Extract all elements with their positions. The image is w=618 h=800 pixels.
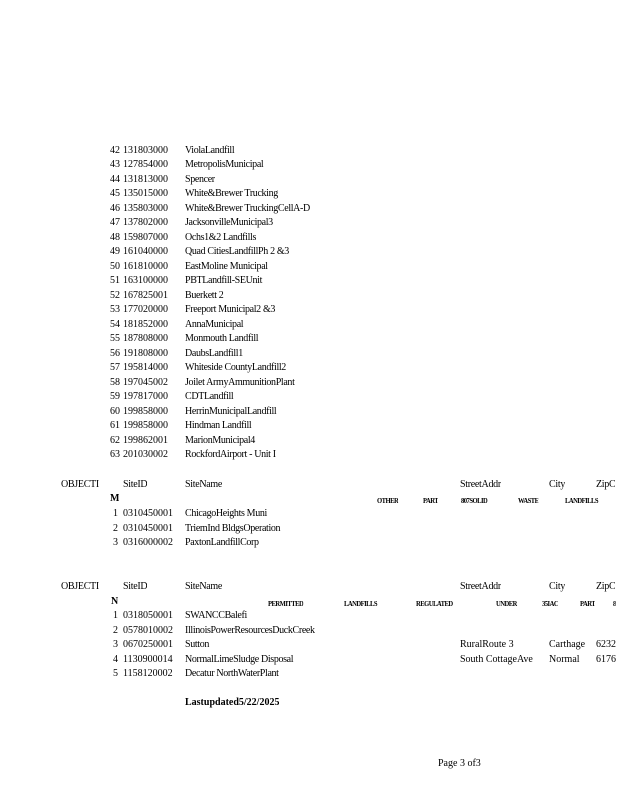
row-street-addr: RuralRoute 3 xyxy=(460,639,514,650)
row-site-name: IllinoisPowerResourcesDuckCreek xyxy=(185,624,315,636)
last-updated: Lastupdated5/22/2025 xyxy=(185,697,280,708)
section-title-word: 35IAC xyxy=(542,599,559,608)
row-site-id: 177020000 xyxy=(123,304,168,316)
row-site-name: Spencer xyxy=(185,173,215,185)
section-title-word: OTHER xyxy=(377,496,399,505)
row-site-id: 161040000 xyxy=(123,246,168,258)
row-site-name: Quad CitiesLandfillPh 2 &3 xyxy=(185,246,289,258)
row-object-id: 3 xyxy=(113,639,118,650)
row-site-id: 137802000 xyxy=(123,217,168,229)
row-site-name: White&Brewer Trucking xyxy=(185,188,278,200)
header-objectid-cont: N xyxy=(111,596,119,607)
row-object-id: 57 xyxy=(110,362,120,374)
header-site-id: SiteID xyxy=(123,581,148,592)
row-object-id: 61 xyxy=(110,420,120,432)
row-site-name: Whiteside CountyLandfill2 xyxy=(185,362,286,374)
row-site-id: 131803000 xyxy=(123,145,168,156)
section-title-word: LANDFILLS xyxy=(344,599,378,608)
row-site-id: 0318050001 xyxy=(123,610,173,621)
row-site-id: 195814000 xyxy=(123,362,168,374)
row-site-id: 163100000 xyxy=(123,275,168,287)
row-site-name: HerrinMunicipalLandfill xyxy=(185,405,277,417)
row-object-id: 1 xyxy=(113,610,118,621)
row-site-name: MarionMunicipal4 xyxy=(185,434,255,446)
row-site-id: 127854000 xyxy=(123,159,168,171)
row-site-name: Joilet ArmyAmmunitionPlant xyxy=(185,376,295,388)
row-site-name: Sutton xyxy=(185,639,210,650)
section-title-word: PERMITTED xyxy=(268,599,304,608)
row-object-id: 45 xyxy=(110,188,120,200)
section-title-word: 8 xyxy=(613,599,616,608)
row-site-name: EastMoline Municipal xyxy=(185,260,268,272)
row-site-id: 1158120002 xyxy=(123,668,173,679)
row-site-id: 0310450001 xyxy=(123,508,173,519)
header-site-name: SiteName xyxy=(185,581,223,592)
row-site-id: 135015000 xyxy=(123,188,168,200)
row-object-id: 42 xyxy=(110,145,120,156)
row-site-name: Hindman Landfill xyxy=(185,420,252,432)
row-site-id: 0578010002 xyxy=(123,624,173,636)
row-site-id: 181852000 xyxy=(123,318,168,330)
row-site-name: CDTLandfill xyxy=(185,391,234,403)
row-object-id: 5 xyxy=(113,668,118,679)
row-site-id: 1130900014 xyxy=(123,653,173,665)
row-object-id: 2 xyxy=(113,624,118,636)
row-site-name: DaubsLandfill1 xyxy=(185,347,243,359)
row-object-id: 4 xyxy=(113,653,118,665)
row-street-addr: South CottageAve xyxy=(460,653,533,665)
row-object-id: 44 xyxy=(110,173,120,185)
row-object-id: 47 xyxy=(110,217,120,229)
row-site-name: MetropolisMunicipal xyxy=(185,159,264,171)
row-site-name: Monmouth Landfill xyxy=(185,333,259,345)
row-object-id: 50 xyxy=(110,260,120,272)
row-site-id: 187808000 xyxy=(123,333,168,345)
row-site-name: Buerkett 2 xyxy=(185,289,224,301)
header-street-addr: StreetAddr xyxy=(460,479,501,490)
row-site-name: NormalLimeSludge Disposal xyxy=(185,653,294,665)
row-zip: 6232 xyxy=(596,639,616,650)
row-object-id: 43 xyxy=(110,159,120,171)
row-object-id: 60 xyxy=(110,405,120,417)
row-object-id: 49 xyxy=(110,246,120,258)
row-site-name: Ochs1&2 Landfills xyxy=(185,231,256,243)
section-title-word: PART xyxy=(423,496,439,505)
row-zip: 6176 xyxy=(596,653,616,665)
row-site-id: 199858000 xyxy=(123,405,168,417)
row-site-id: 199858000 xyxy=(123,420,168,432)
header-city: City xyxy=(549,479,566,490)
row-site-name: PaxtonLandfillCorp xyxy=(185,537,259,548)
row-site-name: ViolaLandfill xyxy=(185,145,235,156)
section-title-word: WASTE xyxy=(518,496,539,505)
row-site-name: SWANCCBalefi xyxy=(185,610,247,621)
page-number: Page 3 of3 xyxy=(438,758,481,769)
row-object-id: 59 xyxy=(110,391,120,403)
row-site-name: TriemInd BldgsOperation xyxy=(185,522,281,534)
row-site-id: 0316000002 xyxy=(123,537,173,548)
header-site-id: SiteID xyxy=(123,479,148,490)
header-site-name: SiteName xyxy=(185,479,223,490)
row-site-id: 0310450001 xyxy=(123,522,173,534)
row-site-id: 197045002 xyxy=(123,376,168,388)
row-site-id: 131813000 xyxy=(123,173,168,185)
row-site-name: JacksonvilleMunicipal3 xyxy=(185,217,273,229)
row-city: Normal xyxy=(549,653,580,665)
row-object-id: 51 xyxy=(110,275,120,287)
row-site-id: 161810000 xyxy=(123,260,168,272)
row-object-id: 54 xyxy=(110,318,120,330)
row-city: Carthage xyxy=(549,639,586,650)
row-site-name: RockfordAirport - Unit I xyxy=(185,449,276,461)
row-object-id: 1 xyxy=(113,508,118,519)
row-site-name: PBTLandfill-SEUnit xyxy=(185,275,263,287)
row-object-id: 48 xyxy=(110,231,120,243)
row-site-id: 191808000 xyxy=(123,347,168,359)
row-object-id: 46 xyxy=(110,202,120,214)
row-site-id: 167825001 xyxy=(123,289,168,301)
header-objectid-cont: M xyxy=(110,493,120,504)
row-object-id: 3 xyxy=(113,537,118,548)
row-site-name: Freeport Municipal2 &3 xyxy=(185,304,276,316)
row-site-id: 135803000 xyxy=(123,202,168,214)
row-object-id: 58 xyxy=(110,376,120,388)
header-zip: ZipC xyxy=(596,581,616,592)
row-object-id: 53 xyxy=(110,304,120,316)
row-object-id: 55 xyxy=(110,333,120,345)
header-objectid: OBJECTI xyxy=(61,479,99,490)
header-objectid: OBJECTI xyxy=(61,581,99,592)
row-object-id: 2 xyxy=(113,522,118,534)
row-site-id: 197817000 xyxy=(123,391,168,403)
header-city: City xyxy=(549,581,566,592)
row-site-name: ChicagoHeights Muni xyxy=(185,508,267,519)
section-title-word: UNDER xyxy=(496,599,517,608)
header-street-addr: StreetAddr xyxy=(460,581,501,592)
header-zip: ZipC xyxy=(596,479,616,490)
row-site-name: Decatur NorthWaterPlant xyxy=(185,668,279,679)
row-site-id: 159807000 xyxy=(123,231,168,243)
section-title-word: 807SOLID xyxy=(461,496,488,505)
row-object-id: 62 xyxy=(110,434,120,446)
row-object-id: 52 xyxy=(110,289,120,301)
row-site-name: AnnaMunicipal xyxy=(185,318,244,330)
section-title-word: REGULATED xyxy=(416,599,453,608)
section-title-word: LANDFILLS xyxy=(565,496,599,505)
row-site-id: 0670250001 xyxy=(123,639,173,650)
row-object-id: 56 xyxy=(110,347,120,359)
row-site-name: White&Brewer TruckingCellA-D xyxy=(185,202,310,214)
row-object-id: 63 xyxy=(110,449,120,461)
row-site-id: 199862001 xyxy=(123,434,168,446)
row-site-id: 201030002 xyxy=(123,449,168,461)
section-title-word: PART xyxy=(580,599,596,608)
